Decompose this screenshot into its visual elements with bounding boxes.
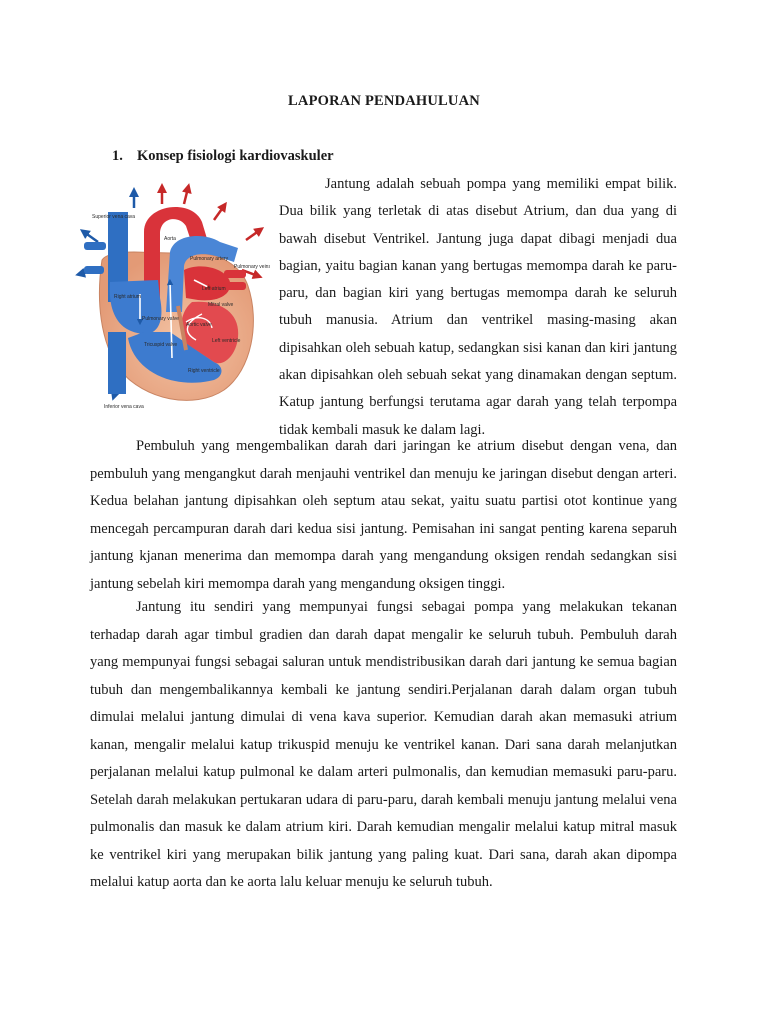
label-mitral-valve: Mitral valve xyxy=(208,302,234,308)
label-superior-vena-cava: Superior vena cava xyxy=(92,214,136,220)
label-aortic-valve: Aortic valve xyxy=(186,322,212,328)
label-left-ventricle: Left ventricle xyxy=(212,338,241,344)
section-number: 1. xyxy=(112,148,123,164)
paragraph-intro-text: Jantung adalah sebuah pompa yang memiliki empat bilik. Dua bilik yang terletak di atas disebut Atrium, dan dua yang di bawah disebut Ventrikel. Jantung juga dapat dibagi menjadi dua bagian, yaitu bagian kanan yang bertugas memompa darah ke paru-paru, dan bagian kiri yang bertugas memompa darah ke seluruh tubuh manusia. Atrium dan ventrikel masing-masing akan dipisahkan oleh sebuah katup, sedangkan sisi kanan dan kiri jantung akan dipisahkan oleh sebuah sekat yang dinamakan dengan septum. Katup jantung berfungsi terutama agar darah yang telah terpompa tidak kembali masuk ke dalam lagi. xyxy=(279,176,677,438)
label-tricuspid-valve: Tricuspid valve xyxy=(144,342,178,348)
label-pulmonary-valve: Pulmonary valve xyxy=(142,316,179,322)
heart-diagram xyxy=(74,182,270,420)
paragraph-circulation: Jantung itu sendiri yang mempunyai fungsi sebagai pompa yang melakukan tekanan terhadap darah agar timbul gradien dan darah dapat mengalir ke seluruh tubuh. Pembuluh darah yang mempunyai fungsi sebagai saluran untuk mendistribusikan darah dari jantung ke semua bagian tubuh dan mengembalikannya kembali ke jantung sendiri.Perjalanan darah dalam organ tubuh dimulai melalui jantung dimulai di vena kava superior. Kemudian darah akan memasuki atrium kanan, mengalir melalui katup trikuspid menuju ke ventrikel kanan. Dari sana darah melanjutkan perjalanan melalui katup pulmonal ke dalam arteri pulmonalis, dan kemudian memasuki paru-paru. Setelah darah melakukan pertukaran udara di paru-paru, darah kembali menuju jantung melalui vena pulmonalis dan masuk ke dalam atrium kiri. Darah kemudian mengalir melalui katup mitral masuk ke ventrikel kiri yang merupakan bilik jantung yang paling kuat. Dari sana, darah akan dipompa melalui katup aorta dan ke aorta lalu keluar menuju ke seluruh tubuh. xyxy=(90,599,677,890)
label-right-ventricle: Right ventricle xyxy=(188,368,220,374)
section-title: Konsep fisiologi kardiovaskuler xyxy=(137,148,334,164)
label-right-atrium: Right atrium xyxy=(114,294,141,300)
page-title: LAPORAN PENDAHULUAN xyxy=(288,93,480,109)
section-heading xyxy=(112,148,334,165)
label-aorta: Aorta xyxy=(164,236,176,242)
heart-diagram-illustration xyxy=(74,182,270,420)
label-pulmonary-veins: Pulmonary veins xyxy=(234,264,270,270)
label-pulmonary-artery: Pulmonary artery xyxy=(190,256,229,262)
label-left-atrium: Left atrium xyxy=(202,286,226,292)
paragraph-vessels: Pembuluh yang mengembalikan darah dari jaringan ke atrium disebut dengan vena, dan pembuluh yang mengangkut darah menjauhi ventrikel dan menuju ke jaringan disebut dengan arteri. Kedua belahan jantung dipisahkan oleh septum atau sekat, yaitu suatu partisi otot kontinue yang mencegah percampuran darah dari kedua sisi jantung. Pemisahan ini sangat penting karena separuh jantung kjanan menerima dan memompa darah yang mengandung oksigen rendah sedangkan sisi jantung sebelah kiri memompa darah yang mengandung oksigen tinggi. xyxy=(90,438,677,592)
paragraph-intro xyxy=(279,171,677,444)
label-inferior-vena-cava: Inferior vena cava xyxy=(104,404,144,410)
